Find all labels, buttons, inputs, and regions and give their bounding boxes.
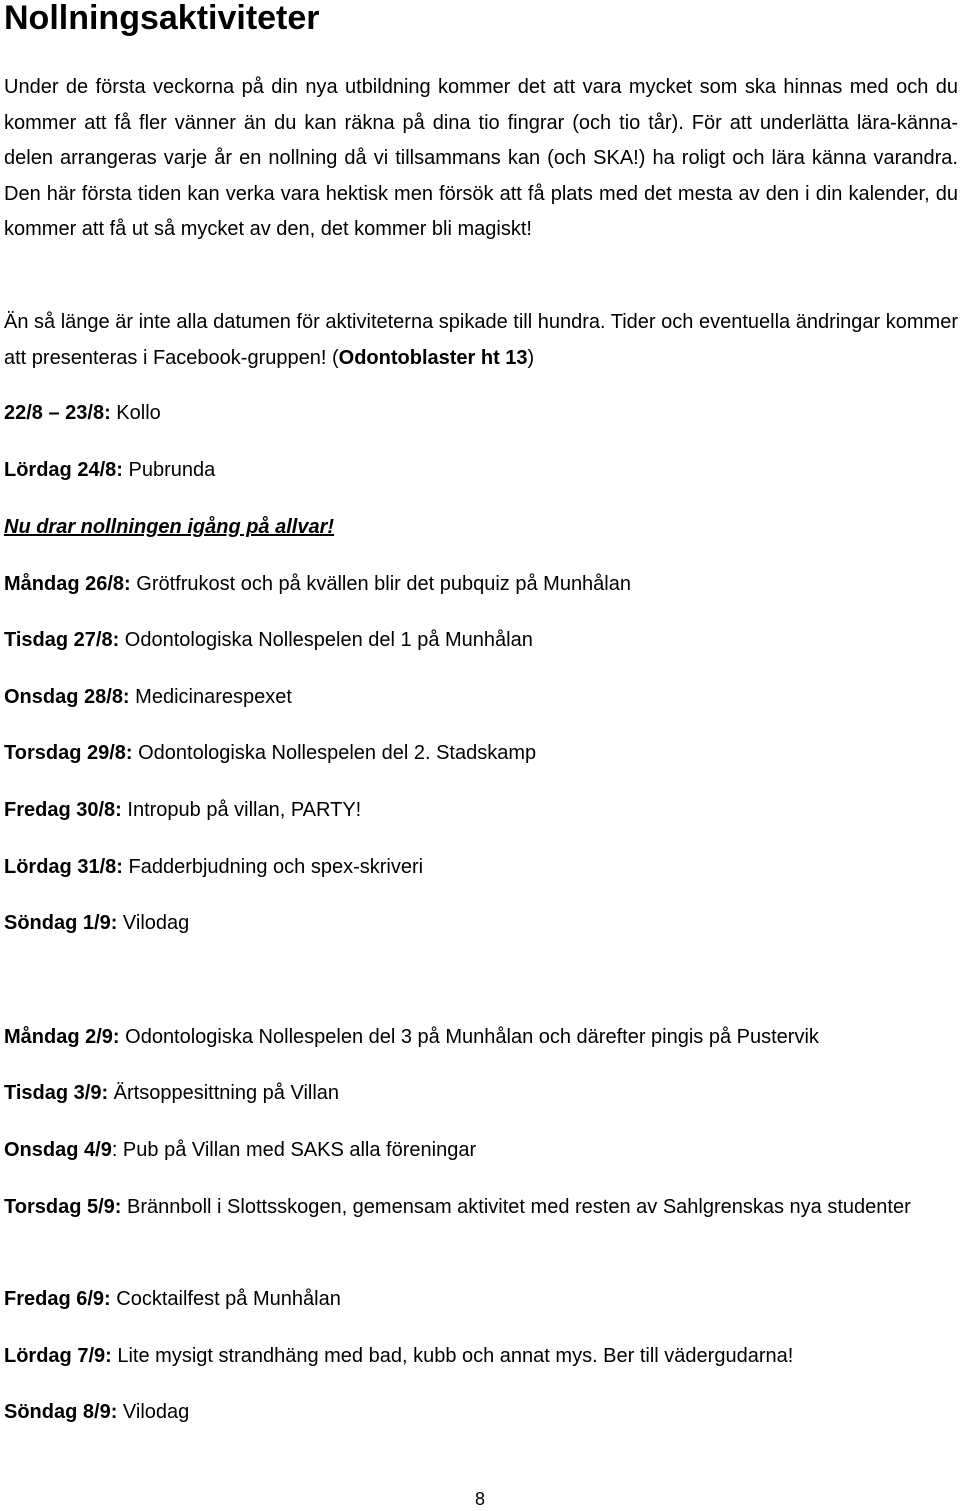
schedule-entry-fredag-6 [4,1282,958,1317]
entry-date: Söndag 1/9: [4,912,118,934]
notice-text: Än så länge är inte alla datumen för aktiviteterna spikade till hundra. Tider och eventuella ändringar kommer att presenteras i Facebook-gruppen! ( [4,311,958,369]
entry-activity: Fadderbjudning och spex-skriveri [122,856,424,878]
entry-date: Torsdag 5/9: [4,1196,122,1218]
entry-activity: Lite mysigt strandhäng med bad, kubb och annat mys. Ber till vädergudarna! [111,1345,794,1367]
entry-activity: Brännboll i Slottsskogen, gemensam aktivitet med resten av Sahlgrenskas nya studenter [121,1196,911,1218]
schedule-entry-sondag-8 [4,1395,958,1430]
entry-activity: : Pub på Villan med SAKS alla föreningar [111,1139,477,1161]
entry-activity: Grötfrukost och på kvällen blir det pubquiz på Munhålan [130,573,631,595]
entry-activity: Odontologiska Nollespelen del 2. Stadskamp [132,742,537,764]
nollning-start-announcement: Nu drar nollningen igång på allvar! [4,516,335,538]
schedule-entry-sondag-1 [4,906,958,941]
entry-activity: Pubrunda [122,459,216,481]
schedule-entry-torsdag-5 [4,1190,958,1225]
entry-date: Tisdag 27/8: [4,629,120,651]
entry-date: Onsdag 4/9 [4,1139,112,1161]
page-number: 8 [474,1489,485,1509]
entry-date: Tisdag 3/9: [4,1082,109,1104]
schedule-entry-kollo [4,396,958,431]
entry-date: Torsdag 29/8: [4,742,133,764]
schedule-entry-lordag-7 [4,1339,958,1374]
entry-date: Onsdag 28/8: [4,686,130,708]
facebook-group-name: Odontoblaster ht 13 [338,346,528,369]
entry-date: Måndag 2/9: [4,1026,120,1048]
entry-activity: Kollo [110,402,161,424]
intro-paragraph: Under de första veckorna på din nya utbildning kommer det att vara mycket som ska hinnas med och du kommer att få fler vänner än du kan räkna på dina tio fingrar (och tio tår). För att underlätta lära-känna-delen arrangeras varje år en nollning då vi tillsammans kan (och SKA!) ha roligt och lära känna varandra. Den här första tiden kan verka vara hektisk men försök att få plats med det mesta av den i din kalender, du kommer att få ut så mycket av den, det kommer bli magiskt! [4,76,958,240]
entry-date: Måndag 26/8: [4,573,131,595]
schedule-entry-tisdag-27 [4,623,958,658]
schedule-entry-tisdag-3 [4,1076,958,1111]
schedule-entry-fredag-30 [4,793,958,828]
schedule-entry-mandag-26 [4,567,958,602]
entry-date: 22/8 – 23/8: [4,402,111,424]
dates-notice-paragraph [4,305,958,376]
entry-activity: Medicinarespexet [129,686,292,708]
entry-date: Lördag 7/9: [4,1345,112,1367]
schedule-entry-torsdag-29 [4,736,958,771]
entry-date: Lördag 24/8: [4,459,123,481]
entry-activity: Vilodag [117,1401,190,1423]
entry-date: Fredag 30/8: [4,799,122,821]
schedule-entry-pubrunda [4,453,958,488]
page-title: Nollningsaktiviteter [4,0,320,37]
schedule-entry-mandag-2 [4,1020,958,1055]
entry-activity: Intropub på villan, PARTY! [121,799,362,821]
entry-date: Söndag 8/9: [4,1401,118,1423]
entry-activity: Odontologiska Nollespelen del 1 på Munhålan [119,629,533,651]
entry-activity: Ärtsoppesittning på Villan [108,1082,340,1104]
schedule-entry-lordag-31 [4,850,958,885]
schedule-entry-onsdag-28 [4,680,958,715]
schedule-entry-onsdag-4 [4,1133,958,1168]
entry-activity: Vilodag [117,912,190,934]
entry-activity: Odontologiska Nollespelen del 3 på Munhålan och därefter pingis på Pustervik [119,1026,819,1048]
notice-end: ) [527,346,535,369]
entry-activity: Cocktailfest på Munhålan [110,1288,341,1310]
entry-date: Fredag 6/9: [4,1288,111,1310]
entry-date: Lördag 31/8: [4,856,123,878]
